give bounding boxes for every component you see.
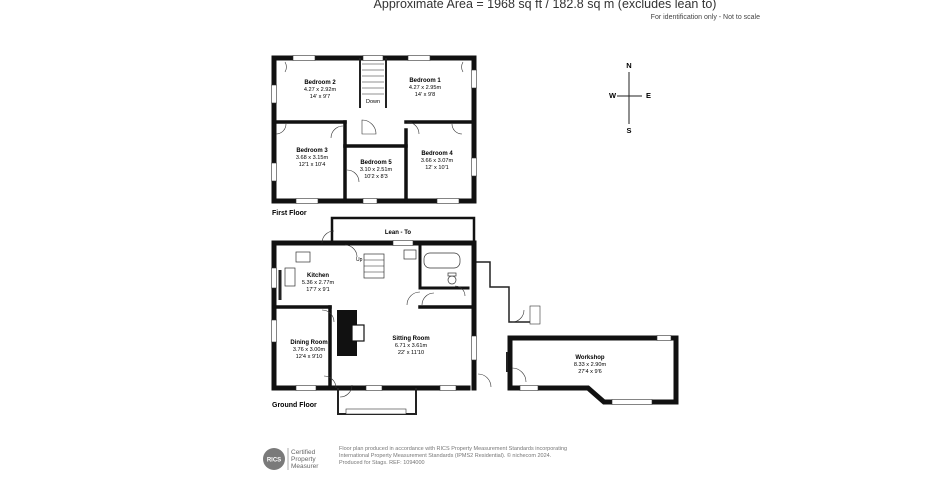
scale-note: For identification only - Not to scale bbox=[650, 14, 760, 21]
compass-s: S bbox=[626, 126, 632, 135]
bedroom-5-metric: 3.10 x 2.51m bbox=[359, 167, 393, 173]
lean-to-label: Lean - To bbox=[384, 230, 412, 236]
compass bbox=[609, 61, 651, 135]
bedroom-5-name: Bedroom 5 bbox=[360, 160, 392, 166]
kitchen-metric: 5.36 x 2.77m bbox=[301, 280, 335, 286]
kitchen-imperial: 17'7 x 9'1 bbox=[306, 287, 330, 293]
rics-logo-text: RICS bbox=[266, 457, 282, 464]
dining-room-metric: 3.76 x 3.00m bbox=[292, 347, 326, 353]
first-floor-label: First Floor bbox=[272, 210, 307, 217]
bedroom-3-imperial: 12'1 x 10'4 bbox=[298, 162, 326, 168]
bedroom-1-metric: 4.27 x 2.95m bbox=[408, 85, 442, 91]
bedroom-4-imperial: 12' x 10'1 bbox=[425, 165, 449, 171]
sitting-room-metric: 6.71 x 3.61m bbox=[394, 343, 428, 349]
footer-disclaimer bbox=[339, 446, 659, 467]
first-floor-plan bbox=[272, 56, 477, 204]
gf-stair-label: Up bbox=[356, 257, 363, 263]
rics-line-3: Measurer bbox=[291, 463, 319, 470]
bedroom-3-metric: 3.68 x 3.15m bbox=[295, 155, 329, 161]
rics-line-1: Certified bbox=[291, 449, 316, 456]
footer-line-1: Floor plan produced in accordance with RICS Property Measurement Standards incorporating bbox=[339, 446, 568, 452]
bedroom-4-metric: 3.66 x 3.07m bbox=[420, 158, 454, 164]
dining-room-name: Dining Room bbox=[290, 340, 328, 346]
workshop-name: Workshop bbox=[575, 355, 605, 361]
sitting-room-name: Sitting Room bbox=[392, 336, 430, 342]
ff-stair-label: Down bbox=[365, 99, 381, 105]
bedroom-1-imperial: 14' x 9'8 bbox=[414, 92, 436, 98]
bedroom-4-name: Bedroom 4 bbox=[421, 151, 453, 157]
bedroom-5-imperial: 10'2 x 8'3 bbox=[364, 174, 388, 180]
ground-floor-plan bbox=[272, 218, 541, 414]
bedroom-2-imperial: 14' x 9'7 bbox=[309, 94, 331, 100]
compass-w: W bbox=[609, 91, 617, 100]
rics-line-2: Property bbox=[291, 456, 316, 463]
area-title: Approximate Area = 1968 sq ft / 182.8 sq m (excludes lean to) bbox=[373, 0, 717, 11]
kitchen-name: Kitchen bbox=[306, 273, 330, 279]
footer-line-3: Produced for Stags. REF: 1094000 bbox=[339, 460, 425, 466]
bedroom-2-name: Bedroom 2 bbox=[304, 80, 336, 86]
workshop-imperial: 27'4 x 9'6 bbox=[578, 369, 602, 375]
workshop-metric: 8.33 x 2.90m bbox=[573, 362, 607, 368]
rics-badge-text bbox=[291, 449, 318, 470]
dining-room-imperial: 12'4 x 9'10 bbox=[295, 354, 323, 360]
bedroom-1-name: Bedroom 1 bbox=[409, 78, 441, 84]
bedroom-2-metric: 4.27 x 2.92m bbox=[303, 87, 337, 93]
ground-floor-label: Ground Floor bbox=[272, 402, 317, 409]
bedroom-3-name: Bedroom 3 bbox=[296, 148, 328, 154]
sitting-room-imperial: 22' x 11'10 bbox=[397, 350, 425, 356]
footer-line-2: International Property Measurement Standards (IPMS2 Residential). © nichecom 2024. bbox=[339, 453, 552, 459]
compass-e: E bbox=[646, 91, 652, 100]
compass-n: N bbox=[626, 61, 632, 70]
